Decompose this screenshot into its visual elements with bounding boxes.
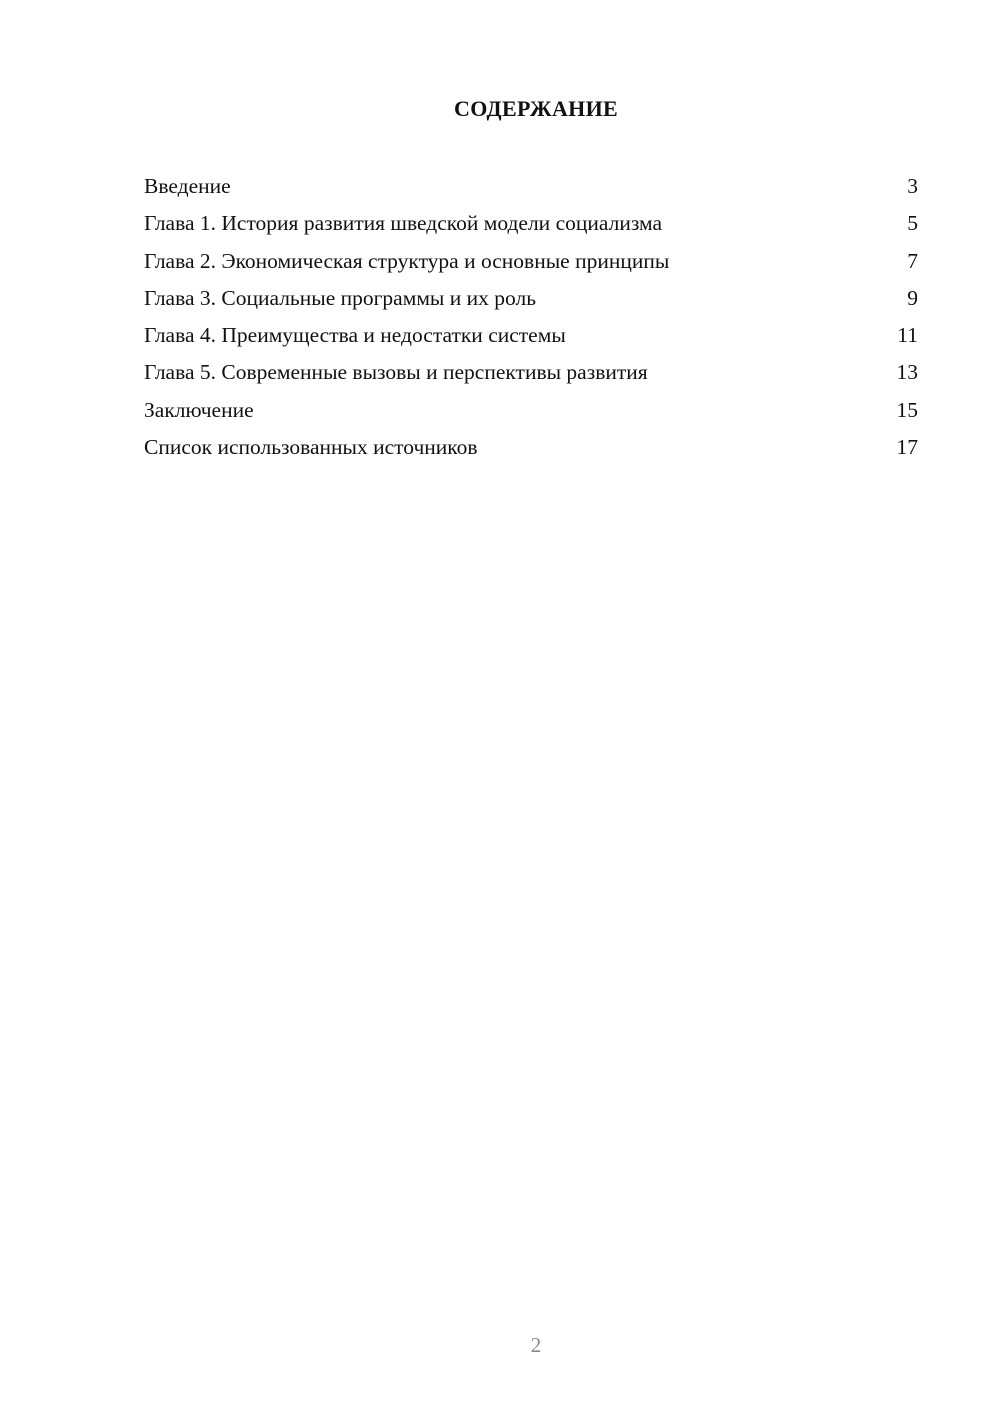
- toc-entry-title: Глава 4. Преимущества и недостатки системы: [144, 323, 566, 348]
- toc-entry: [144, 205, 918, 242]
- toc-entry-title: Глава 5. Современные вызовы и перспективы развития: [144, 360, 648, 385]
- toc-entry-page: 5: [907, 211, 918, 236]
- toc-entry: [144, 168, 918, 205]
- toc-entry-page: 11: [897, 323, 918, 348]
- toc-entry-title: Список использованных источников: [144, 435, 478, 460]
- table-of-contents: [144, 168, 918, 466]
- toc-entry: [144, 280, 918, 317]
- toc-entry-title: Заключение: [144, 397, 254, 422]
- page-number: 2: [530, 1333, 542, 1357]
- toc-entry-page: 17: [896, 435, 918, 460]
- page-title: СОДЕРЖАНИЕ: [454, 96, 618, 121]
- toc-entry-page: 3: [907, 174, 918, 198]
- toc-entry: [144, 392, 918, 429]
- toc-entry: [144, 429, 918, 466]
- toc-entry-title: Глава 2. Экономическая структура и основные принципы: [144, 248, 670, 273]
- toc-entry: [144, 317, 918, 354]
- toc-entry: [144, 243, 918, 280]
- toc-entry-page: 15: [896, 397, 918, 422]
- toc-entry: [144, 354, 918, 391]
- toc-entry-page: 7: [907, 248, 918, 273]
- toc-entry-title: Глава 3. Социальные программы и их роль: [144, 285, 537, 310]
- toc-entry-page: 13: [896, 360, 918, 385]
- toc-entry-title: Введение: [144, 174, 231, 198]
- toc-entry-page: 9: [907, 285, 918, 310]
- toc-entry-title: Глава 1. История развития шведской модели социализма: [144, 211, 663, 236]
